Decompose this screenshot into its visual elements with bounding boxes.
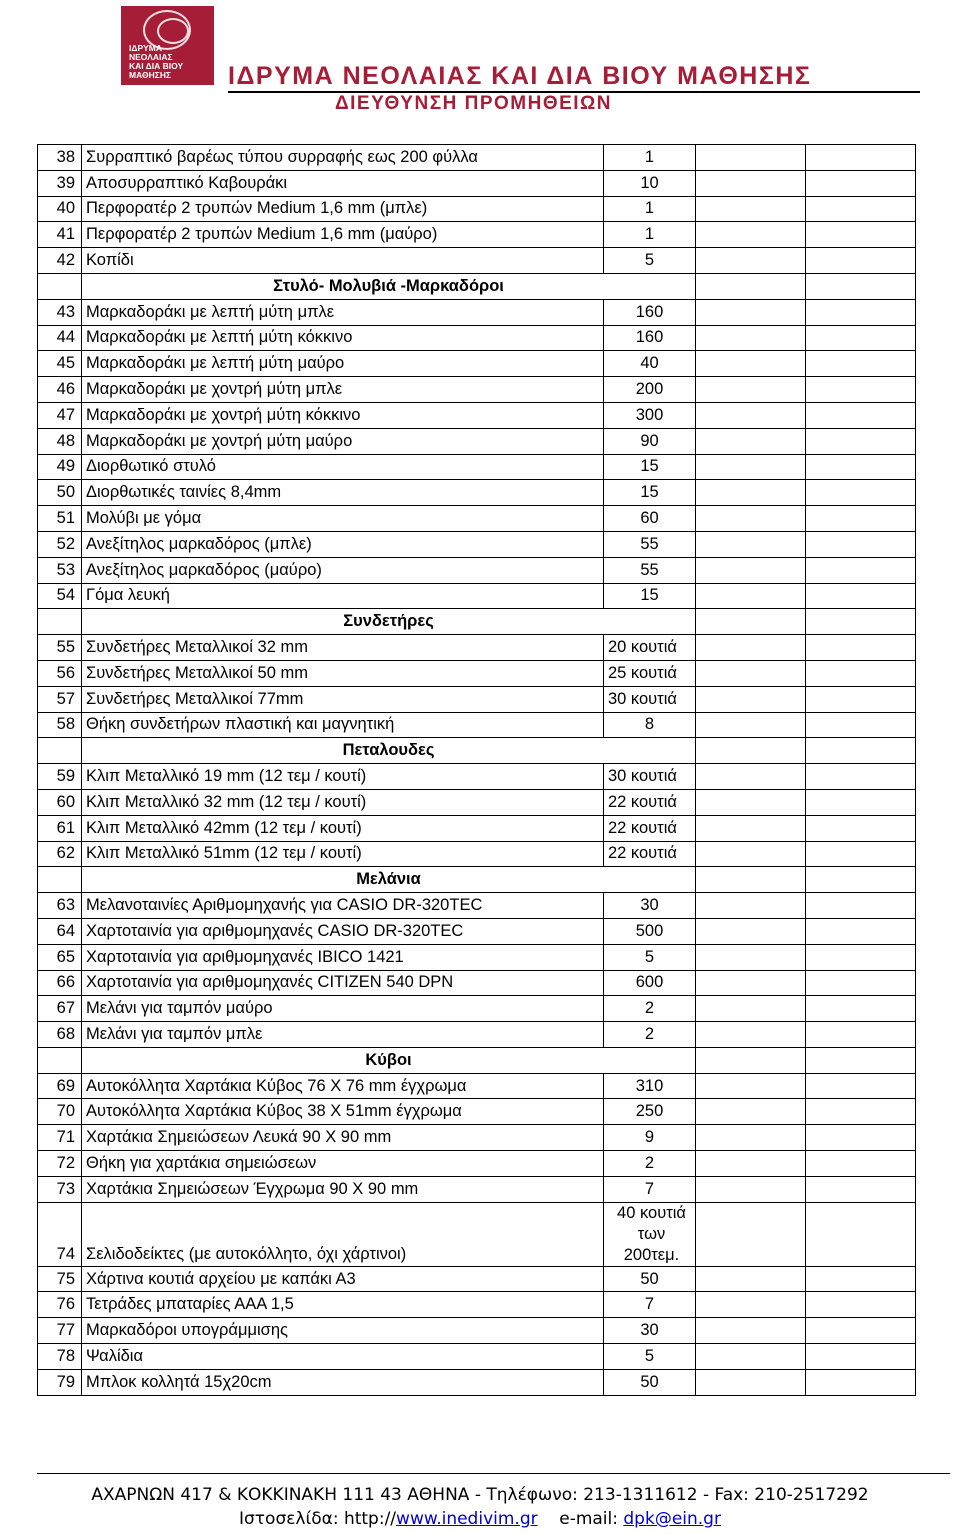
item-description: Μελανοταινίες Αριθμομηχανής για CASIO DR-320TEC	[82, 893, 604, 919]
item-description: Τετράδες μπαταρίες ΑΑΑ 1,5	[82, 1292, 604, 1318]
item-quantity: 22 κουτιά	[604, 815, 696, 841]
item-quantity: 5	[604, 944, 696, 970]
section-row	[38, 273, 916, 299]
empty-cell	[696, 1344, 806, 1370]
table-row	[38, 325, 916, 351]
organization-title: ΙΔΡΥΜΑ ΝΕΟΛΑΙΑΣ ΚΑΙ ΔΙΑ ΒΙΟΥ ΜΑΘΗΣΗΣ	[228, 62, 812, 90]
item-quantity: 2	[604, 996, 696, 1022]
empty-cell	[806, 1047, 916, 1073]
empty-cell	[696, 660, 806, 686]
item-description: Μαρκαδοράκι με λεπτή μύτη κόκκινο	[82, 325, 604, 351]
item-description: Θήκη συνδετήρων πλαστική και μαγνητική	[82, 712, 604, 738]
item-quantity: 5	[604, 248, 696, 274]
empty-cell	[696, 1099, 806, 1125]
item-description: Ανεξίτηλος μαρκαδόρος (μαύρο)	[82, 557, 604, 583]
item-description: Ψαλίδια	[82, 1344, 604, 1370]
table-row	[38, 402, 916, 428]
table-row	[38, 428, 916, 454]
empty-cell	[806, 1073, 916, 1099]
empty-cell	[806, 557, 916, 583]
empty-cell	[806, 480, 916, 506]
item-quantity: 30 κουτιά	[604, 686, 696, 712]
empty-cell	[806, 222, 916, 248]
item-description: Χάρτινα κουτιά αρχείου με καπάκι Α3	[82, 1266, 604, 1292]
item-quantity: 310	[604, 1073, 696, 1099]
table-row	[38, 170, 916, 196]
empty-cell	[696, 299, 806, 325]
empty-cell	[696, 248, 806, 274]
item-description: Κλιπ Μεταλλικό 42mm (12 τεμ / κουτί)	[82, 815, 604, 841]
empty-cell	[696, 841, 806, 867]
table-row	[38, 764, 916, 790]
empty-cell	[806, 738, 916, 764]
table-row	[38, 1266, 916, 1292]
table-row	[38, 1022, 916, 1048]
empty-cell	[696, 712, 806, 738]
items-table	[37, 144, 916, 1396]
item-number: 52	[38, 531, 82, 557]
empty-cell	[806, 815, 916, 841]
item-number: 38	[38, 145, 82, 171]
table-row	[38, 1151, 916, 1177]
empty-cell	[806, 1266, 916, 1292]
empty-cell	[806, 273, 916, 299]
empty-cell	[806, 1369, 916, 1395]
item-number: 58	[38, 712, 82, 738]
item-quantity: 1	[604, 196, 696, 222]
item-quantity: 160	[604, 299, 696, 325]
item-quantity: 50	[604, 1266, 696, 1292]
item-quantity: 30	[604, 893, 696, 919]
table-row	[38, 506, 916, 532]
table-row	[38, 1292, 916, 1318]
empty-cell	[696, 764, 806, 790]
empty-cell	[696, 1151, 806, 1177]
item-description: Συνδετήρες Μεταλλικοί 32 mm	[82, 635, 604, 661]
item-number: 50	[38, 480, 82, 506]
empty-cell	[696, 325, 806, 351]
empty-cell	[806, 686, 916, 712]
table-row	[38, 1176, 916, 1202]
item-number: 76	[38, 1292, 82, 1318]
item-quantity: 20 κουτιά	[604, 635, 696, 661]
section-heading: Συνδετήρες	[82, 609, 696, 635]
table-row	[38, 480, 916, 506]
empty-cell	[806, 1344, 916, 1370]
footer-contact	[0, 1509, 960, 1529]
item-number: 51	[38, 506, 82, 532]
item-description: Σελιδοδείκτες (με αυτοκόλλητο, όχι χάρτινοι)	[82, 1202, 604, 1266]
row-number-cell	[38, 1047, 82, 1073]
empty-cell	[806, 196, 916, 222]
item-quantity: 1	[604, 145, 696, 171]
empty-cell	[806, 1022, 916, 1048]
item-quantity: 15	[604, 454, 696, 480]
item-description: Χαρτάκια Σημειώσεων Λευκά 90 Χ 90 mm	[82, 1125, 604, 1151]
empty-cell	[696, 402, 806, 428]
item-description: Διορθωτικό στυλό	[82, 454, 604, 480]
empty-cell	[806, 248, 916, 274]
item-number: 74	[38, 1202, 82, 1266]
empty-cell	[696, 480, 806, 506]
item-quantity: 55	[604, 557, 696, 583]
table-row	[38, 789, 916, 815]
item-number: 67	[38, 996, 82, 1022]
empty-cell	[696, 531, 806, 557]
empty-cell	[806, 1125, 916, 1151]
table-row	[38, 145, 916, 171]
item-description: Χαρτοταινία για αριθμομηχανές CITIZEN 540 DPN	[82, 970, 604, 996]
item-description: Αυτοκόλλητα Χαρτάκια Κύβος 38 Χ 51mm έγχρωμα	[82, 1099, 604, 1125]
section-row	[38, 867, 916, 893]
item-number: 70	[38, 1099, 82, 1125]
item-description: Κλιπ Μεταλλικό 51mm (12 τεμ / κουτί)	[82, 841, 604, 867]
item-quantity: 22 κουτιά	[604, 841, 696, 867]
empty-cell	[806, 325, 916, 351]
email-label: e-mail:	[559, 1509, 618, 1529]
table-row	[38, 970, 916, 996]
item-description: Κλιπ Μεταλλικό 19 mm (12 τεμ / κουτί)	[82, 764, 604, 790]
item-quantity: 7	[604, 1176, 696, 1202]
item-quantity: 9	[604, 1125, 696, 1151]
item-number: 60	[38, 789, 82, 815]
item-quantity: 50	[604, 1369, 696, 1395]
item-number: 71	[38, 1125, 82, 1151]
empty-cell	[806, 428, 916, 454]
item-number: 41	[38, 222, 82, 248]
item-description: Μπλοκ κολλητά 15χ20cm	[82, 1369, 604, 1395]
item-quantity: 600	[604, 970, 696, 996]
section-row	[38, 738, 916, 764]
empty-cell	[806, 1318, 916, 1344]
item-number: 42	[38, 248, 82, 274]
empty-cell	[696, 506, 806, 532]
empty-cell	[696, 970, 806, 996]
section-row	[38, 609, 916, 635]
empty-cell	[696, 170, 806, 196]
empty-cell	[806, 583, 916, 609]
item-description: Χαρτοταινία για αριθμομηχανές IBICO 1421	[82, 944, 604, 970]
item-quantity: 22 κουτιά	[604, 789, 696, 815]
table-row	[38, 893, 916, 919]
table-row	[38, 531, 916, 557]
empty-cell	[696, 867, 806, 893]
item-quantity: 2	[604, 1022, 696, 1048]
empty-cell	[806, 635, 916, 661]
item-description: Περφορατέρ 2 τρυπών Medium 1,6 mm (μαύρο)	[82, 222, 604, 248]
empty-cell	[806, 660, 916, 686]
item-number: 59	[38, 764, 82, 790]
item-number: 68	[38, 1022, 82, 1048]
item-number: 56	[38, 660, 82, 686]
item-quantity: 30 κουτιά	[604, 764, 696, 790]
table-row	[38, 248, 916, 274]
item-description: Μαρκαδοράκι με χοντρή μύτη μαύρο	[82, 428, 604, 454]
item-quantity: 55	[604, 531, 696, 557]
empty-cell	[696, 918, 806, 944]
item-number: 48	[38, 428, 82, 454]
item-number: 40	[38, 196, 82, 222]
item-description: Μελάνι για ταμπόν μαύρο	[82, 996, 604, 1022]
item-number: 79	[38, 1369, 82, 1395]
empty-cell	[696, 1202, 806, 1266]
item-number: 55	[38, 635, 82, 661]
table-row	[38, 944, 916, 970]
item-description: Συνδετήρες Μεταλλικοί 50 mm	[82, 660, 604, 686]
logo-text: ΙΔΡΥΜΑ ΝΕΟΛΑΙΑΣ ΚΑΙ ΔΙΑ ΒΙΟΥ ΜΑΘΗΣΗΣ	[129, 43, 184, 80]
empty-cell	[806, 454, 916, 480]
item-quantity: 90	[604, 428, 696, 454]
empty-cell	[806, 609, 916, 635]
empty-cell	[696, 428, 806, 454]
item-number: 73	[38, 1176, 82, 1202]
empty-cell	[696, 454, 806, 480]
item-quantity: 250	[604, 1099, 696, 1125]
item-number: 64	[38, 918, 82, 944]
table-row	[38, 660, 916, 686]
item-number: 61	[38, 815, 82, 841]
item-quantity: 2	[604, 1151, 696, 1177]
empty-cell	[806, 944, 916, 970]
empty-cell	[806, 1202, 916, 1266]
table-row	[38, 635, 916, 661]
row-number-cell	[38, 738, 82, 764]
row-number-cell	[38, 867, 82, 893]
section-heading: Στυλό- Μολυβιά -Μαρκαδόροι	[82, 273, 696, 299]
item-number: 63	[38, 893, 82, 919]
item-description: Περφορατέρ 2 τρυπών Medium 1,6 mm (μπλε)	[82, 196, 604, 222]
empty-cell	[696, 686, 806, 712]
empty-cell	[806, 918, 916, 944]
table-row	[38, 196, 916, 222]
table-row	[38, 1369, 916, 1395]
table-row	[38, 351, 916, 377]
empty-cell	[696, 222, 806, 248]
empty-cell	[696, 351, 806, 377]
table-row	[38, 1125, 916, 1151]
table-row	[38, 1099, 916, 1125]
item-description: Μαρκαδοράκι με λεπτή μύτη μαύρο	[82, 351, 604, 377]
item-description: Συνδετήρες Μεταλλικοί 77mm	[82, 686, 604, 712]
empty-cell	[806, 145, 916, 171]
item-number: 45	[38, 351, 82, 377]
empty-cell	[696, 738, 806, 764]
item-quantity: 40	[604, 351, 696, 377]
item-description: Μαρκαδόροι υπογράμμισης	[82, 1318, 604, 1344]
empty-cell	[806, 893, 916, 919]
section-row	[38, 1047, 916, 1073]
item-number: 47	[38, 402, 82, 428]
empty-cell	[696, 635, 806, 661]
empty-cell	[696, 815, 806, 841]
empty-cell	[806, 351, 916, 377]
section-heading: Μελάνια	[82, 867, 696, 893]
item-description: Χαρτοταινία για αριθμομηχανές CASIO DR-320TEC	[82, 918, 604, 944]
empty-cell	[696, 557, 806, 583]
empty-cell	[806, 1099, 916, 1125]
item-description: Μελάνι για ταμπόν μπλε	[82, 1022, 604, 1048]
empty-cell	[696, 1292, 806, 1318]
empty-cell	[806, 1176, 916, 1202]
row-number-cell	[38, 609, 82, 635]
item-number: 66	[38, 970, 82, 996]
item-description: Κλιπ Μεταλλικό 32 mm (12 τεμ / κουτί)	[82, 789, 604, 815]
table-row	[38, 557, 916, 583]
item-quantity: 1	[604, 222, 696, 248]
empty-cell	[806, 170, 916, 196]
table-row	[38, 454, 916, 480]
item-description: Συρραπτικό βαρέως τύπου συρραφής εως 200 φύλλα	[82, 145, 604, 171]
empty-cell	[696, 1125, 806, 1151]
table-row	[38, 841, 916, 867]
empty-cell	[696, 1266, 806, 1292]
empty-cell	[696, 893, 806, 919]
empty-cell	[806, 1292, 916, 1318]
item-description: Χαρτάκια Σημειώσεων Έγχρωμα 90 Χ 90 mm	[82, 1176, 604, 1202]
empty-cell	[806, 531, 916, 557]
empty-cell	[806, 1151, 916, 1177]
item-quantity: 160	[604, 325, 696, 351]
item-quantity: 300	[604, 402, 696, 428]
items-table-body	[38, 145, 916, 1396]
table-row	[38, 299, 916, 325]
item-description: Αποσυρραπτικό Καβουράκι	[82, 170, 604, 196]
logo	[121, 6, 214, 85]
section-heading: Κύβοι	[82, 1047, 696, 1073]
table-row	[38, 222, 916, 248]
item-number: 54	[38, 583, 82, 609]
item-description: Αυτοκόλλητα Χαρτάκια Κύβος 76 Χ 76 mm έγχρωμα	[82, 1073, 604, 1099]
section-heading: Πεταλουδες	[82, 738, 696, 764]
item-description: Μαρκαδοράκι με λεπτή μύτη μπλε	[82, 299, 604, 325]
email-link[interactable]: dpk@ein.gr	[623, 1509, 721, 1529]
table-row	[38, 1202, 916, 1266]
item-number: 57	[38, 686, 82, 712]
item-number: 49	[38, 454, 82, 480]
item-description: Γόμα λευκή	[82, 583, 604, 609]
table-row	[38, 686, 916, 712]
empty-cell	[696, 145, 806, 171]
empty-cell	[696, 944, 806, 970]
item-number: 53	[38, 557, 82, 583]
item-quantity: 10	[604, 170, 696, 196]
empty-cell	[806, 377, 916, 403]
empty-cell	[806, 506, 916, 532]
empty-cell	[696, 1318, 806, 1344]
website-link[interactable]: www.inedivim.gr	[396, 1509, 538, 1529]
empty-cell	[696, 1022, 806, 1048]
empty-cell	[806, 789, 916, 815]
logo-swirl-small	[157, 18, 189, 44]
empty-cell	[696, 789, 806, 815]
item-number: 75	[38, 1266, 82, 1292]
empty-cell	[806, 402, 916, 428]
item-number: 46	[38, 377, 82, 403]
item-description: Μαρκαδοράκι με χοντρή μύτη μπλε	[82, 377, 604, 403]
empty-cell	[696, 1047, 806, 1073]
empty-cell	[696, 196, 806, 222]
item-description: Κοπίδι	[82, 248, 604, 274]
table-row	[38, 712, 916, 738]
item-number: 44	[38, 325, 82, 351]
item-number: 78	[38, 1344, 82, 1370]
item-description: Διορθωτικές ταινίες 8,4mm	[82, 480, 604, 506]
empty-cell	[806, 970, 916, 996]
item-quantity: 15	[604, 480, 696, 506]
table-row	[38, 918, 916, 944]
empty-cell	[696, 1073, 806, 1099]
department-title: ΔΙΕΥΘΥΝΣΗ ΠΡΟΜΗΘΕΙΩΝ	[335, 93, 613, 114]
item-number: 39	[38, 170, 82, 196]
table-row	[38, 1318, 916, 1344]
item-number: 69	[38, 1073, 82, 1099]
footer-divider	[37, 1473, 950, 1474]
item-number: 62	[38, 841, 82, 867]
empty-cell	[696, 1369, 806, 1395]
table-row	[38, 815, 916, 841]
item-quantity: 5	[604, 1344, 696, 1370]
empty-cell	[696, 273, 806, 299]
item-quantity: 7	[604, 1292, 696, 1318]
empty-cell	[806, 712, 916, 738]
item-quantity: 25 κουτιά	[604, 660, 696, 686]
empty-cell	[696, 609, 806, 635]
item-description: Μαρκαδοράκι με χοντρή μύτη κόκκινο	[82, 402, 604, 428]
item-description: Ανεξίτηλος μαρκαδόρος (μπλε)	[82, 531, 604, 557]
empty-cell	[696, 1176, 806, 1202]
item-description: Θήκη για χαρτάκια σημειώσεων	[82, 1151, 604, 1177]
empty-cell	[806, 764, 916, 790]
item-quantity: 60	[604, 506, 696, 532]
empty-cell	[696, 377, 806, 403]
table-row	[38, 1073, 916, 1099]
item-quantity: 200	[604, 377, 696, 403]
footer-address: ΑΧΑΡΝΩΝ 417 & ΚΟΚΚΙΝΑΚΗ 111 43 ΑΘΗΝΑ - Τηλέφωνο: 213-1311612 - Fax: 210-2517292	[91, 1485, 869, 1505]
item-quantity: 8	[604, 712, 696, 738]
item-quantity: 30	[604, 1318, 696, 1344]
item-number: 77	[38, 1318, 82, 1344]
item-description: Μολύβι με γόμα	[82, 506, 604, 532]
empty-cell	[696, 583, 806, 609]
item-number: 65	[38, 944, 82, 970]
empty-cell	[696, 996, 806, 1022]
empty-cell	[806, 996, 916, 1022]
table-row	[38, 583, 916, 609]
website-label: Ιστοσελίδα: http://	[239, 1509, 397, 1529]
item-quantity: 15	[604, 583, 696, 609]
empty-cell	[806, 867, 916, 893]
item-quantity: 40 κουτιά των 200τεμ.	[604, 1202, 696, 1266]
item-quantity: 500	[604, 918, 696, 944]
item-number: 43	[38, 299, 82, 325]
table-row	[38, 1344, 916, 1370]
empty-cell	[806, 841, 916, 867]
empty-cell	[806, 299, 916, 325]
table-row	[38, 377, 916, 403]
row-number-cell	[38, 273, 82, 299]
table-row	[38, 996, 916, 1022]
item-number: 72	[38, 1151, 82, 1177]
